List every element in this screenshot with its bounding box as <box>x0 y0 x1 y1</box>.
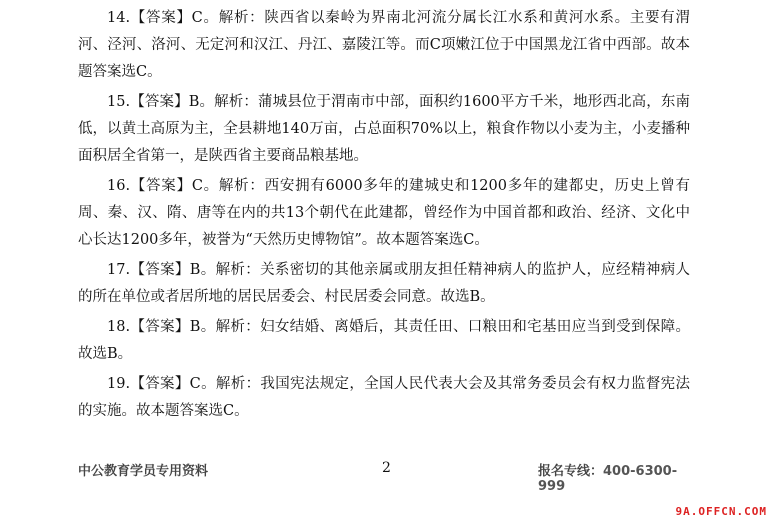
answer-19: 19.【答案】C。解析：我国宪法规定，全国人民代表大会及其常务委员会有权力监督宪法的实施。故本题答案选C。 <box>78 376 690 419</box>
hotline-number: 400-6300-999 <box>538 464 678 494</box>
answer-18: 18.【答案】B。解析：妇女结婚、离婚后，其责任田、口粮田和宅基田应当到受到保障。故选B。 <box>78 319 690 362</box>
answer-15: 15.【答案】B。解析：蒲城县位于渭南市中部，面积约1600平方千米，地形西北高，东南低，以黄土高原为主，全县耕地140万亩，占总面积70%以上，粮食作物以小麦为主，小麦播种面积居全省第一，是陕西省主要商品粮基地。 <box>78 94 690 164</box>
hotline-label: 报名专线： <box>538 464 604 479</box>
footer-hotline <box>538 460 698 494</box>
answer-list <box>78 5 690 428</box>
answer-16: 16.【答案】C。解析：西安拥有6000多年的建城史和1200多年的建都史，历史上曾有周、秦、汉、隋、唐等在内的共13个朝代在此建都，曾经作为中国首都和政治、经济、文化中心长达1200多年，被誉为“天然历史博物馆”。故本题答案选C。 <box>78 178 690 248</box>
page-footer <box>78 460 698 494</box>
answer-14: 14.【答案】C。解析：陕西省以秦岭为界南北河流分属长江水系和黄河水系。主要有渭河、泾河、洛河、无定河和汉江、丹江、嘉陵江等。而C项嫩江位于中国黑龙江省中西部。故本题答案选C。 <box>78 10 690 80</box>
footer-source-label: 中公教育学员专用资料 <box>78 464 209 479</box>
page-number: 2 <box>382 460 391 476</box>
answer-17: 17.【答案】B。解析：关系密切的其他亲属或朋友担任精神病人的监护人，应经精神病人的所在单位或者居所地的居民居委会、村民居委会同意。故选B。 <box>78 262 690 305</box>
site-watermark: 9A.OFFCN.COM <box>675 505 767 518</box>
